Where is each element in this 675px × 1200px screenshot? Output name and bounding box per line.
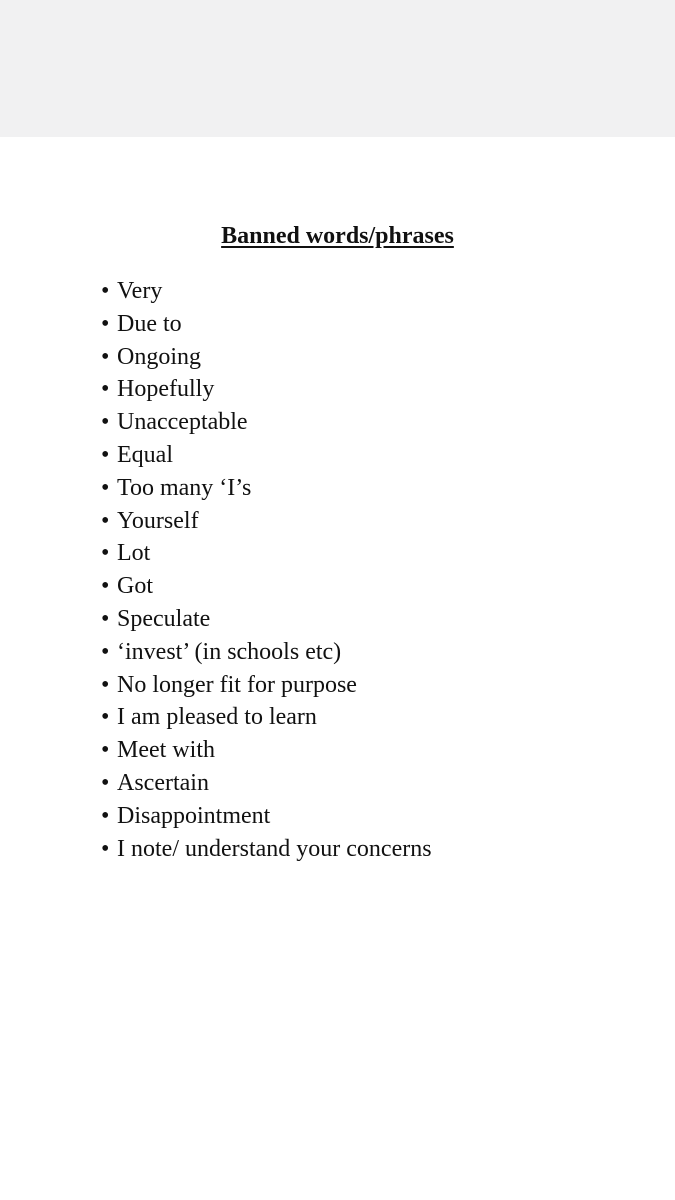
list-item (101, 572, 432, 605)
bullet-icon: • (101, 835, 110, 862)
bullet-icon: • (101, 671, 110, 698)
list-item (101, 736, 432, 769)
bullet-icon: • (101, 376, 110, 403)
list-item (101, 408, 432, 441)
page-title: Banned words/phrases (221, 223, 454, 249)
list-item-text: Very (117, 278, 163, 304)
list-item-text: Yourself (117, 507, 199, 534)
list-item-text: Hopefully (117, 376, 215, 403)
list-item-text: ‘invest’ (in schools etc) (117, 638, 342, 665)
list-item-text: Speculate (117, 605, 211, 632)
bullet-icon: • (101, 278, 110, 304)
list-item-text: Due to (117, 310, 182, 337)
list-item-text: Too many ‘I’s (117, 474, 252, 501)
list-item (101, 310, 432, 343)
list-item-text: I note/ understand your concerns (117, 835, 432, 862)
bullet-icon: • (101, 704, 110, 731)
list-item (101, 671, 432, 704)
bullet-icon: • (101, 310, 110, 337)
bullet-icon: • (101, 343, 110, 370)
top-bar (0, 0, 675, 137)
list-item-text: Unacceptable (117, 409, 248, 436)
list-item-text: Disappointment (117, 802, 271, 829)
list-item (101, 507, 432, 540)
bullet-icon: • (101, 540, 110, 567)
list-item (101, 802, 432, 835)
bullet-icon: • (101, 638, 110, 665)
document-page (0, 137, 675, 1200)
banned-word-list (101, 277, 432, 867)
list-item (101, 835, 432, 868)
bullet-icon: • (101, 573, 110, 600)
list-item-text: Lot (117, 540, 151, 567)
bullet-icon: • (101, 605, 110, 632)
list-item (101, 638, 432, 671)
list-item-text: Meet with (117, 737, 215, 764)
list-item (101, 277, 432, 310)
list-item (101, 539, 432, 572)
list-item (101, 375, 432, 408)
list-item (101, 441, 432, 474)
list-item-text: Got (117, 573, 153, 600)
list-item-text: Ongoing (117, 343, 201, 370)
list-item (101, 474, 432, 507)
bullet-icon: • (101, 802, 110, 829)
list-item-text: No longer fit for purpose (117, 671, 357, 698)
list-item-text: Ascertain (117, 769, 209, 796)
list-item-text: Equal (117, 441, 173, 468)
list-item (101, 343, 432, 376)
bullet-icon: • (101, 474, 110, 501)
list-item (101, 605, 432, 638)
bullet-icon: • (101, 409, 110, 436)
list-item-text: I am pleased to learn (117, 704, 317, 731)
bullet-icon: • (101, 737, 110, 764)
list-item (101, 769, 432, 802)
bullet-icon: • (101, 507, 110, 534)
bullet-icon: • (101, 769, 110, 796)
bullet-icon: • (101, 441, 110, 468)
list-item (101, 703, 432, 736)
